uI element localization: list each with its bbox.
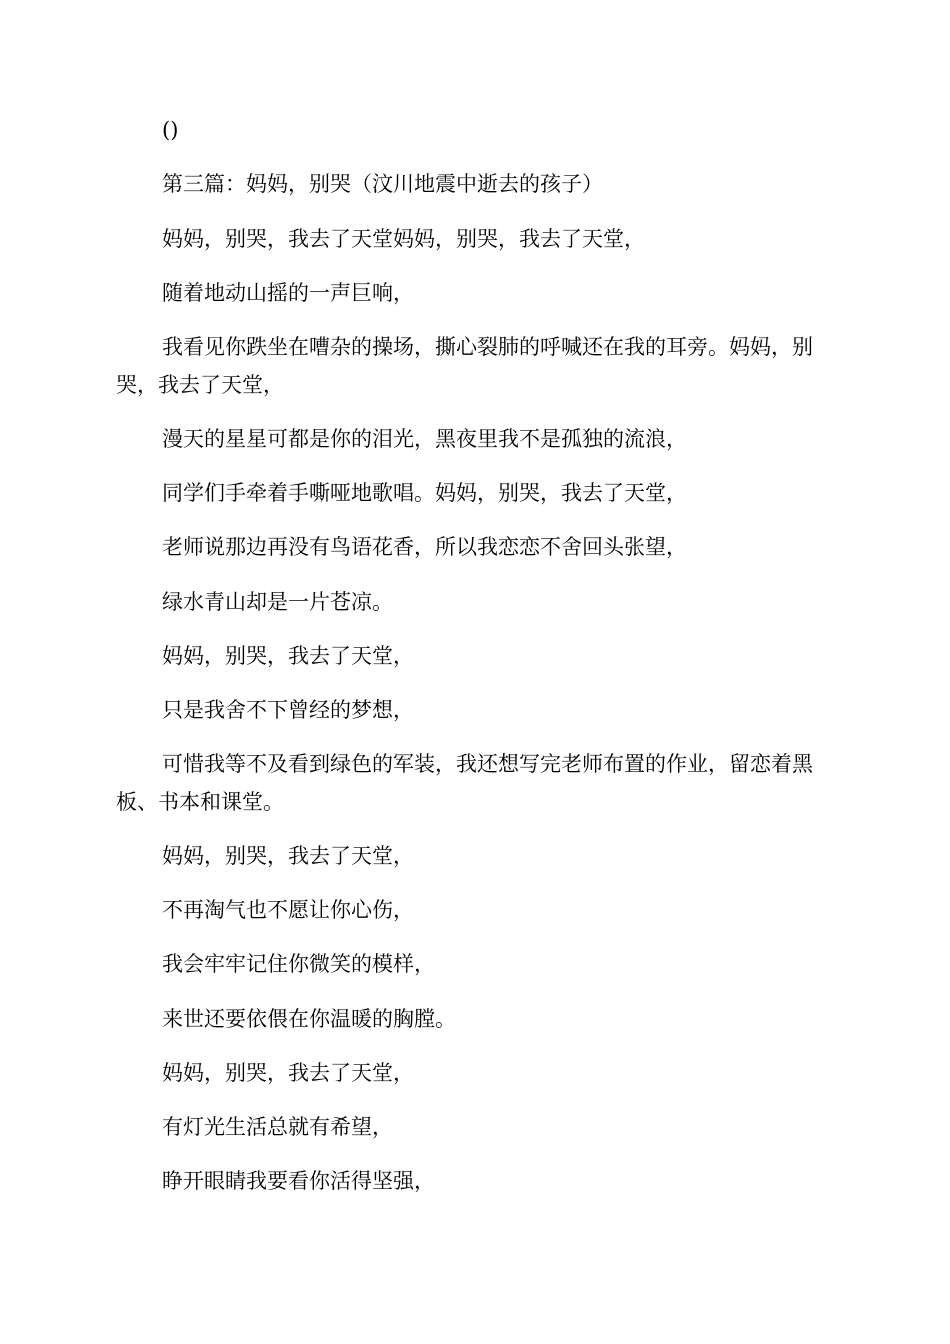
paragraph-11: 只是我舍不下曾经的梦想， [162, 698, 414, 722]
paragraph-7: 同学们手牵着手嘶哑地歌唱。妈妈，别哭，我去了天堂， [162, 481, 687, 505]
paragraph-10: 妈妈，别哭，我去了天堂， [162, 644, 414, 668]
paragraph-13: 妈妈，别哭，我去了天堂， [162, 844, 414, 868]
paragraph-8: 老师说那边再没有鸟语花香，所以我恋恋不舍回头张望， [162, 535, 687, 559]
paragraph-15: 我会牢牢记住你微笑的模样， [162, 952, 435, 976]
paragraph-5: 我看见你跌坐在嘈杂的操场，撕心裂肺的呼喊还在我的耳旁。妈妈，别哭，我去了天堂， [116, 335, 813, 397]
paragraph-14: 不再淘气也不愿让你心伤， [162, 898, 414, 922]
paragraph-12: 可惜我等不及看到绿色的军装，我还想写完老师布置的作业，留恋着黑板、书本和课堂。 [116, 752, 813, 814]
paragraph-3: 妈妈，别哭，我去了天堂妈妈，别哭，我去了天堂， [162, 227, 645, 251]
paragraph-18: 有灯光生活总就有希望， [162, 1115, 393, 1139]
paragraph-19: 睁开眼睛我要看你活得坚强， [162, 1169, 435, 1193]
section-title: 第三篇：妈妈，别哭（汶川地震中逝去的孩子） [162, 172, 603, 196]
paragraph-4: 随着地动山摇的一声巨响， [162, 281, 414, 305]
paragraph-17: 妈妈，别哭，我去了天堂， [162, 1061, 414, 1085]
paragraph-9: 绿水青山却是一片苍凉。 [162, 590, 393, 614]
paragraph-6: 漫天的星星可都是你的泪光，黑夜里我不是孤独的流浪， [162, 427, 687, 451]
paragraph-1: () [162, 118, 179, 142]
paragraph-16: 来世还要依偎在你温暖的胸膛。 [162, 1007, 456, 1031]
